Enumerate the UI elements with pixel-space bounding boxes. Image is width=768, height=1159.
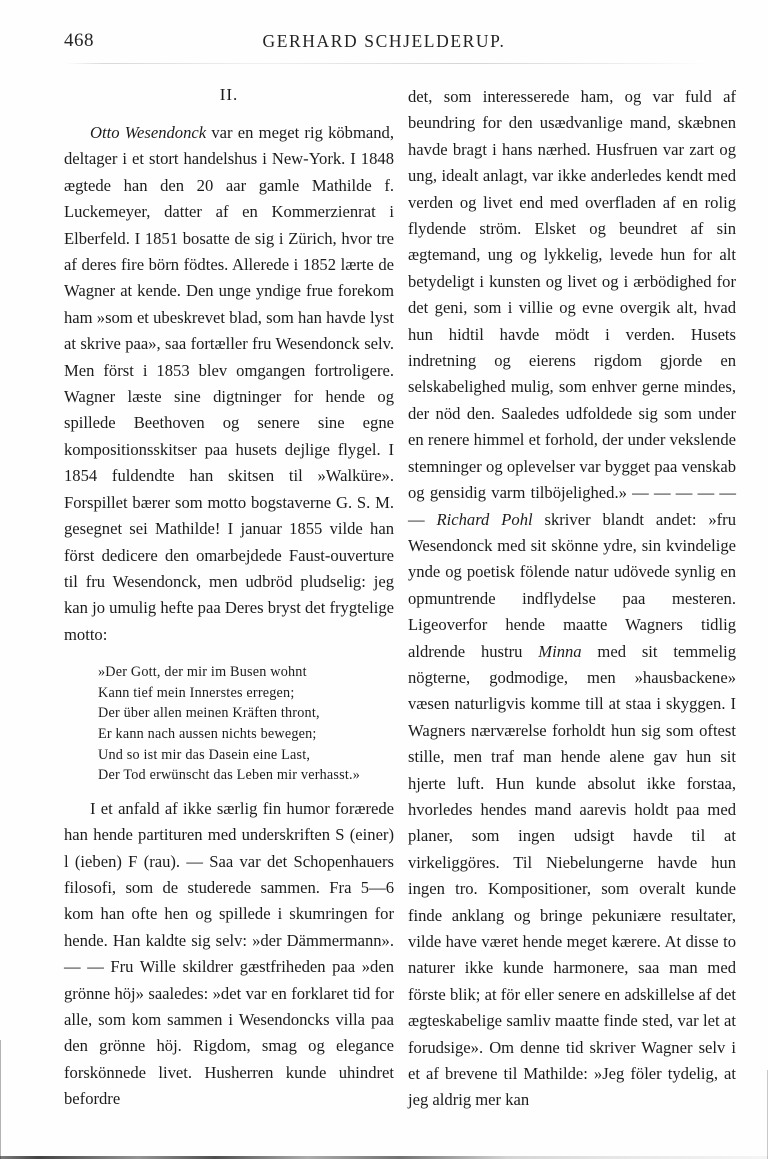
paragraph-part-b: skriver blandt andet: »fru Wesendonck med sit skönne ydre, sin kvindelige ynde og poetisk fölende natur udövede synlig en opmuntrende indflydelse paa mesteren. Ligeoverfor hende maatte Wagners tidlig aldrende hustru <box>408 509 736 661</box>
head-rule-scan-artifact <box>66 63 706 64</box>
paragraph-otto-wesendonck-body: var en meget rig köbmand, deltager i et stort handelshus i New-York. I 1848 ægtede han den 20 aar gamle Mathilde f. Luckemeyer, datter af en Kommerzienrat i Elberfeld. I 1851 bosatte de sig i Zürich, hvor tre af deres fire börn födtes. Allerede i 1852 lærte de Wagner at kende. Den unge yndige frue forekom ham »som et ubeskrevet blad, som han havde lyst at skrive paa», saa fortæller fru Wesendonck selv. Men först i 1853 blev omgangen fortroligere. Wagner læste sine digtninger for hende og spillede Beethoven og senere sine egne kompositionsskitser paa husets dejlige flygel. I 1854 fuldendte han skitsen til »Walküre». Forspillet bærer som motto bogstaverne G. S. M. gesegnet sei Mathilde! I januar 1855 vilde han först dedicere den omarbejdede Faust-ouverture til fru Wesendonck, men udbröd pludselig: jeg kan jo umulig hefte paa Deres bryst det frygtelige motto: <box>64 123 394 644</box>
text-column-left <box>64 84 394 1113</box>
paragraph-otto-wesendonck <box>64 120 394 648</box>
verse-line: Der über allen meinen Kräften thront, <box>98 705 320 722</box>
verse-line: Und so ist mir das Dasein eine Last, <box>98 746 311 763</box>
italic-name-richard-pohl: Richard Pohl <box>436 509 533 529</box>
running-head-title: GERHARD SCHJELDERUP. <box>262 31 506 51</box>
paragraph-part-c: med sit temmelig nögterne, godmodige, men »hausbackene» væsen naturligvis komme till at staa i skyggen. I Wagners nærværelse forholdt hun sig som oftest stille, men traf man hende alene gav hun sit hjerte luft. Hun kunde absolut ikke forstaa, hvorledes hendes mand aarevis holdt paa med planer, som ingen udsigt havde til at virkeliggöres. Til Niebelungerne havde hun ingen tro. Kompositioner, som overalt kunde finde anklang og bringe pekuniære resultater, vilde have været hende meget kærere. At disse to naturer ikke kunde harmonere, saa man med förste blik; at för eller senere en adskillelse af det ægteskabelige samliv maatte finde sted, var let at forudsige». Om denne tid skriver Wagner selv i et af brevene til Mathilde: »Jeg föler tydelig, at jeg aldrig mer kan <box>408 641 736 1110</box>
paragraph-husfruen-continued <box>408 84 736 1114</box>
italic-name-minna: Minna <box>538 641 582 661</box>
paragraph-anfald-humor: I et anfald af ikke særlig fin humor forærede han hende partituren med underskriften S (einer) l (ieben) F (rau). — Saa var det Schopenhauers filosofi, som de studerede sammen. Fra 5—6 kom han ofte hen og spillede i skumringen for hende. Han kaldte sig selv: »der Dämmermann». — — Fru Wille skildrer gæstfriheden paa »den grönne höj» saaledes: »det var en forklaret tid for alle, som kom sammen i Wesendoncks villa paa den grönne höj. Rigdom, smag og elegance forskönnede livet. Husherren kunde uhindret befordre <box>64 798 394 1109</box>
verse-line: »Der Gott, der mir im Busen wohnt <box>98 664 307 681</box>
running-head <box>64 30 704 56</box>
scan-edge-left-artifact <box>0 1040 1 1159</box>
italic-name-otto-wesendonck: Otto Wesendonck <box>90 123 207 142</box>
verse-line: Kann tief mein Innerstes erregen; <box>98 684 295 701</box>
page-folio-number: 468 <box>64 30 94 51</box>
text-column-right <box>408 84 736 1114</box>
verse-line: Er kann nach aussen nichts bewegen; <box>98 725 317 742</box>
paragraph-part-a: det, som interesserede ham, og var fuld af beundring for den usædvanlige mand, skæbnen havde bragt i hans nærhed. Husfruen var zart og ung, idealt anlagt, var ikke anderledes kendt med verden og livet end med overfladen af en rolig flydende ström. Elsket og beundret af sin ægtemand, ung og lykkelig, levede hun for alt betydeligt i kunsten og livet og i ærbödighed for det geni, som i villie og evne overgik alt, hvad hun hidtil havde mödt i verden. Husets indretning og eierens rigdom gjorde en selskabelighed mulig, som enhver gerne mindes, der nöd den. Saaledes udfoldede sig som under en renere himmel et forhold, der under vekslende stemninger og oplevelser var bygget paa venskab og gensidig varm tilböjelighed.» — — — — — — <box>408 87 736 529</box>
verse-quotation-block <box>64 662 394 786</box>
section-number-heading: II. <box>219 85 239 104</box>
verse-line: Der Tod erwünscht das Leben mir verhasst.» <box>98 767 361 784</box>
